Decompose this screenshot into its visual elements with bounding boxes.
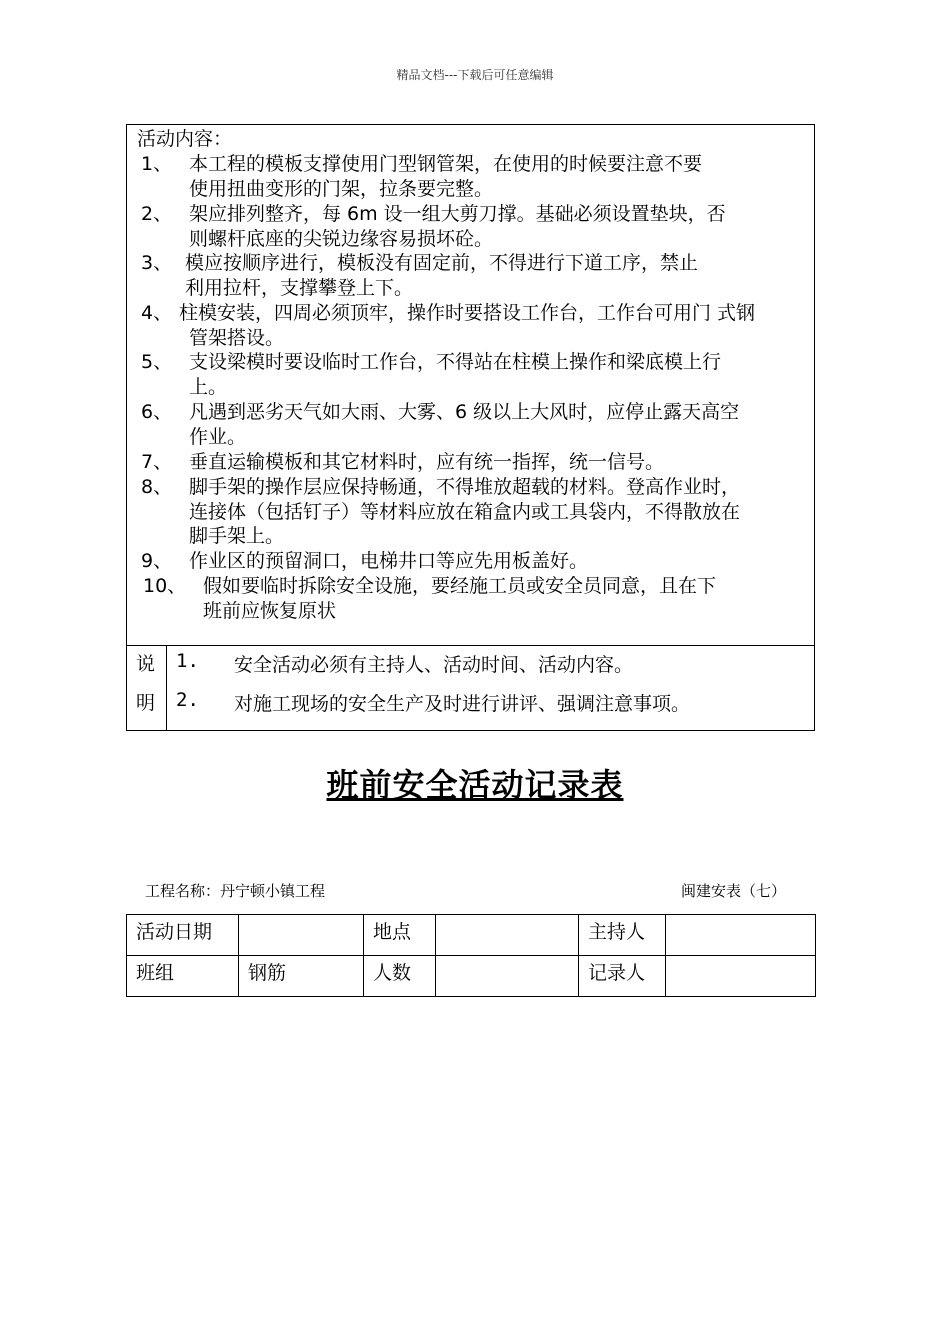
item-line: 作业。 — [189, 425, 247, 448]
notes-label-bottom: 明 — [136, 692, 156, 714]
note-number: 1. — [176, 650, 199, 672]
item-number: 5、 — [141, 351, 173, 373]
item-line: 架应排列整齐，每 6m 设一组大剪刀撑。基础必须设置垫块，否 — [189, 203, 726, 225]
item-line: 连接体（包括钉子）等材料应放在箱盒内或工具袋内，不得散放在 — [189, 500, 741, 523]
item-line: 假如要临时拆除安全设施，要经施工员或安全员同意，且在下 — [203, 575, 717, 597]
cell-recorder-value[interactable] — [666, 956, 816, 997]
cell-host-label: 主持人 — [579, 915, 666, 956]
cell-team-value[interactable]: 钢筋 — [239, 956, 364, 997]
cell-host-value[interactable] — [666, 915, 816, 956]
item-number: 6、 — [141, 401, 173, 423]
item-number: 1、 — [141, 153, 173, 175]
table-row — [127, 915, 816, 956]
item-line: 班前应恢复原状 — [203, 599, 337, 622]
cell-date-value[interactable] — [239, 915, 364, 956]
form-code: 闽建安表（七） — [681, 882, 787, 900]
item-line: 脚手架的操作层应保持畅通，不得堆放超载的材料。登高作业时， — [189, 476, 741, 498]
item-line: 支设梁模时要设临时工作台，不得站在柱模上操作和梁底模上行 — [189, 351, 722, 373]
item-line: 作业区的预留洞口，电梯井口等应先用板盖好。 — [189, 550, 589, 572]
cell-date-label: 活动日期 — [127, 915, 239, 956]
record-table — [126, 914, 816, 997]
item-number: 2、 — [141, 203, 173, 225]
cell-location-label: 地点 — [364, 915, 436, 956]
cell-recorder-label: 记录人 — [579, 956, 666, 997]
cell-count-label: 人数 — [364, 956, 436, 997]
page-title: 班前安全活动记录表 — [326, 766, 624, 804]
notes-label-top: 说 — [136, 653, 156, 675]
table-row — [127, 956, 816, 997]
note-text: 对施工现场的安全生产及时进行讲评、强调注意事项。 — [234, 693, 691, 715]
item-line: 垂直运输模板和其它材料时，应有统一指挥，统一信号。 — [189, 451, 665, 473]
item-line: 脚手架上。 — [189, 525, 285, 547]
notes-box — [126, 646, 815, 731]
item-line: 本工程的模板支撑使用门型钢管架，在使用的时候要注意不要 — [189, 153, 703, 175]
item-number: 9、 — [141, 550, 173, 572]
activity-heading: 活动内容： — [137, 128, 233, 150]
item-line: 模应按顺序进行，模板没有固定前，不得进行下道工序，禁止 — [185, 252, 699, 274]
item-line: 则螺杆底座的尖锐边缘容易损坏砼。 — [189, 227, 494, 250]
item-line: 上。 — [189, 375, 228, 398]
cell-team-label: 班组 — [127, 956, 239, 997]
item-number: 4、 — [141, 302, 173, 324]
item-number: 7、 — [141, 451, 173, 473]
note-text: 安全活动必须有主持人、活动时间、活动内容。 — [234, 654, 634, 676]
item-number: 10、 — [143, 575, 187, 597]
header-watermark: 精品文档---下载后可任意编辑 — [396, 68, 554, 82]
item-line: 管架搭设。 — [189, 326, 285, 349]
item-number: 3、 — [141, 252, 173, 274]
item-line: 利用拉杆，支撑攀登上下。 — [185, 276, 414, 299]
project-name: 工程名称：丹宁顿小镇工程 — [145, 882, 326, 900]
notes-divider — [166, 646, 167, 730]
cell-location-value[interactable] — [436, 915, 579, 956]
cell-count-value[interactable] — [436, 956, 579, 997]
item-number: 8、 — [141, 476, 173, 498]
activity-content-box — [126, 124, 815, 646]
note-number: 2. — [176, 689, 199, 711]
item-line: 凡遇到恶劣天气如大雨、大雾、6 级以上大风时，应停止露天高空 — [189, 401, 740, 423]
item-line: 柱模安装，四周必须顶牢，操作时要搭设工作台，工作台可用门 式钢 — [179, 302, 756, 324]
item-line: 使用扭曲变形的门架，拉条要完整。 — [189, 177, 494, 200]
